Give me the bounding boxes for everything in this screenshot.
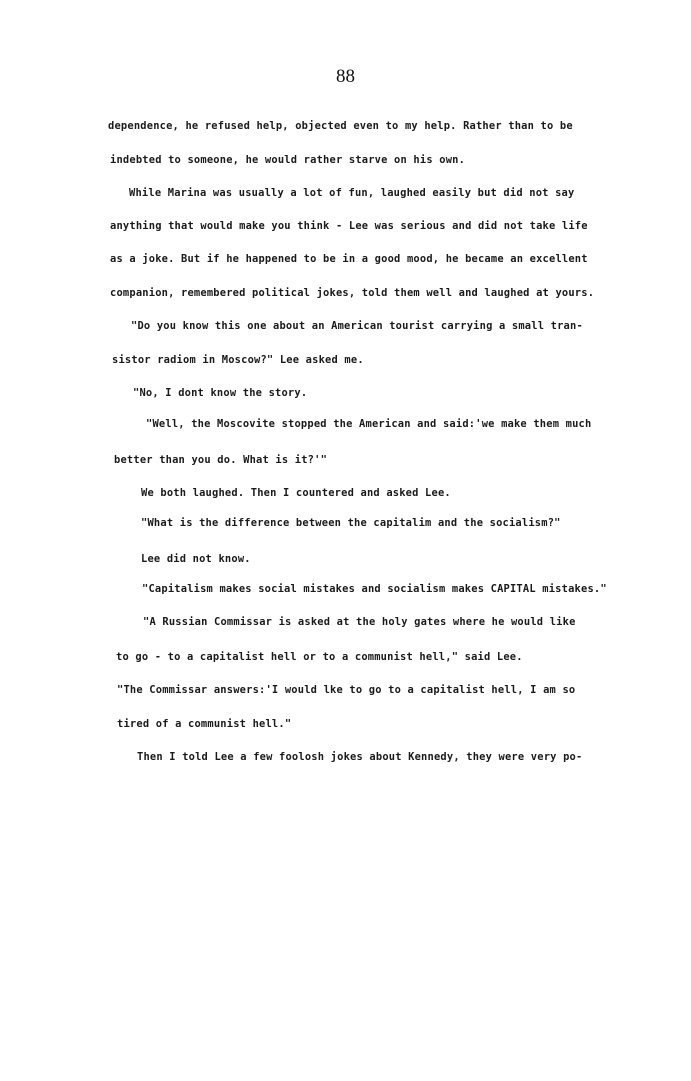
text-line: Then I told Lee a few foolosh jokes about Kennedy, they were very po-: [137, 751, 583, 763]
text-line: Lee did not know.: [141, 553, 251, 565]
text-line: indebted to someone, he would rather starve on his own.: [110, 154, 466, 166]
text-line: companion, remembered political jokes, told them well and laughed at yours.: [110, 287, 595, 299]
page-number: 88: [336, 66, 355, 87]
text-line: "Well, the Moscovite stopped the American and said:'we make them much: [146, 418, 592, 430]
text-line: tired of a communist hell.": [117, 718, 292, 730]
text-line: While Marina was usually a lot of fun, laughed easily but did not say: [129, 187, 575, 199]
text-line: "A Russian Commissar is asked at the holy gates where he would like: [143, 616, 576, 628]
text-line: sistor radiom in Moscow?" Lee asked me.: [112, 354, 364, 366]
text-line: dependence, he refused help, objected even to my help. Rather than to be: [108, 120, 573, 132]
text-line: better than you do. What is it?'": [114, 454, 328, 466]
text-line: "Capitalism makes social mistakes and socialism makes CAPITAL mistakes.": [142, 583, 607, 595]
text-line: "What is the difference between the capitalim and the socialism?": [141, 517, 561, 529]
text-line: "No, I dont know the story.: [133, 387, 308, 399]
text-line: "Do you know this one about an American tourist carrying a small tran-: [131, 320, 583, 332]
text-line: "The Commissar answers:'I would lke to go to a capitalist hell, I am so: [117, 684, 576, 696]
text-line: We both laughed. Then I countered and asked Lee.: [141, 487, 451, 499]
text-line: as a joke. But if he happened to be in a good mood, he became an excellent: [110, 253, 588, 265]
text-line: anything that would make you think - Lee was serious and did not take life: [110, 220, 588, 232]
text-line: to go - to a capitalist hell or to a communist hell," said Lee.: [116, 651, 523, 663]
